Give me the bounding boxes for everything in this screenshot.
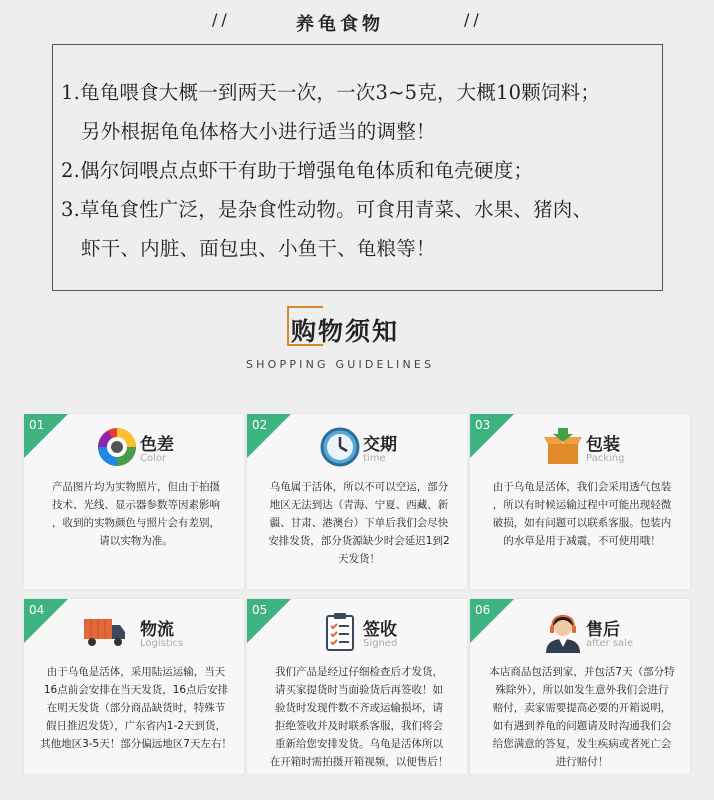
card-subtitle: Packing	[586, 453, 625, 464]
card-subtitle: time	[363, 453, 386, 464]
card-subtitle: Logistics	[140, 638, 184, 649]
card-subtitle: after sale	[586, 638, 634, 649]
card-title: 物流	[140, 620, 174, 640]
card-signed	[247, 599, 467, 774]
card-logistics	[24, 599, 244, 774]
card-body: 本店商品包活到家，并包活7天（部分特 殊除外），所以如发生意外我们会进行 赔付，卖家需要提高必要的开箱说明， 如有遇到养龟的问题请及时沟通我们会 给您满意的答复，发生疾病或者死亡会 进行赔付！	[489, 666, 675, 768]
card-body: 乌龟属于活体，所以不可以空运，部分 地区无法到达（青海、宁夏、西藏、新 疆、甘肃、港澳台）下单后我们会尽快 安排发货，部分货源缺少时会延迟1到2 天发货！	[268, 481, 450, 565]
feeding-info-box	[52, 44, 663, 291]
color-wheel-icon	[96, 426, 138, 468]
package-box-icon	[542, 426, 584, 468]
card-body: 我们产品是经过仔细检查后才发货， 请买家提货时当面验货后再签收！如 验货时发现件数不齐或运输损坏，请 拒绝签收并及时联系客服，我们将会 重新给您安排发货。乌龟是活体所以 在开箱时需拍摄开箱视频，以便售后！	[269, 666, 449, 768]
clock-icon	[319, 426, 361, 468]
section-header	[0, 10, 714, 36]
card-number: 02	[252, 418, 268, 432]
card-title: 包装	[586, 435, 620, 455]
food-line: 3.草龟食性广泛，是杂食性动物。可食用青菜、水果、猪肉、	[61, 198, 593, 221]
section-title: 养龟食物	[296, 14, 384, 35]
card-number: 03	[475, 418, 491, 432]
card-title: 交期	[363, 435, 397, 455]
guidelines-title: 购物须知	[291, 312, 399, 348]
card-title: 售后	[586, 620, 620, 640]
card-subtitle: Color	[140, 453, 167, 464]
card-packing	[470, 414, 690, 589]
card-number: 01	[29, 418, 45, 432]
food-line: 1.龟龟喂食大概一到两天一次，一次3~5克，大概10颗饲料；	[61, 81, 601, 104]
guidelines-subtitle: SHOPPING GUIDELINES	[246, 358, 435, 371]
card-number: 06	[475, 603, 491, 617]
card-color-difference	[24, 414, 244, 589]
food-line: 另外根据龟龟体格大小进行适当的调整！	[81, 120, 436, 143]
card-number: 04	[29, 603, 45, 617]
card-body: 由于乌龟是活体，采用陆运运输，当天 16点前会安排在当天发货，16点后安排 在明天发货（部分商品缺货时，特殊节 假日推迟发货），广东省内1-2天到货， 其他地区3-5天！部分偏远地区7天左右！	[40, 666, 232, 750]
food-line: 虾干、内脏、面包虫、小鱼干、龟粮等！	[81, 237, 436, 260]
card-body: 由于乌龟是活体，我们会采用透气包装 ，所以有时候运输过程中可能出现轻微 破损，如有问题可以联系客服。包装内 的水草是用于减震，不可使用哦！	[492, 481, 672, 547]
title-frame-decoration	[287, 306, 323, 346]
header-slash-right: //	[464, 10, 483, 29]
clipboard-checklist-icon	[319, 611, 361, 653]
header-slash-left: //	[212, 10, 231, 29]
card-delivery-time	[247, 414, 467, 589]
food-line: 2.偶尔饲喂点点虾干有助于增强龟龟体质和龟壳硬度；	[61, 159, 534, 182]
card-subtitle: Signed	[363, 638, 398, 649]
card-after-sale	[470, 599, 690, 774]
card-number: 05	[252, 603, 268, 617]
customer-service-agent-icon	[542, 611, 584, 653]
card-body: 产品图片均为实物照片，但由于拍摄 技术、光线、显示器参数等因素影响 ，收到的实物颜色与照片会有差别， 请以实物为准。	[52, 481, 220, 547]
truck-icon	[64, 611, 146, 653]
card-title: 签收	[363, 620, 397, 640]
card-title: 色差	[140, 435, 174, 455]
